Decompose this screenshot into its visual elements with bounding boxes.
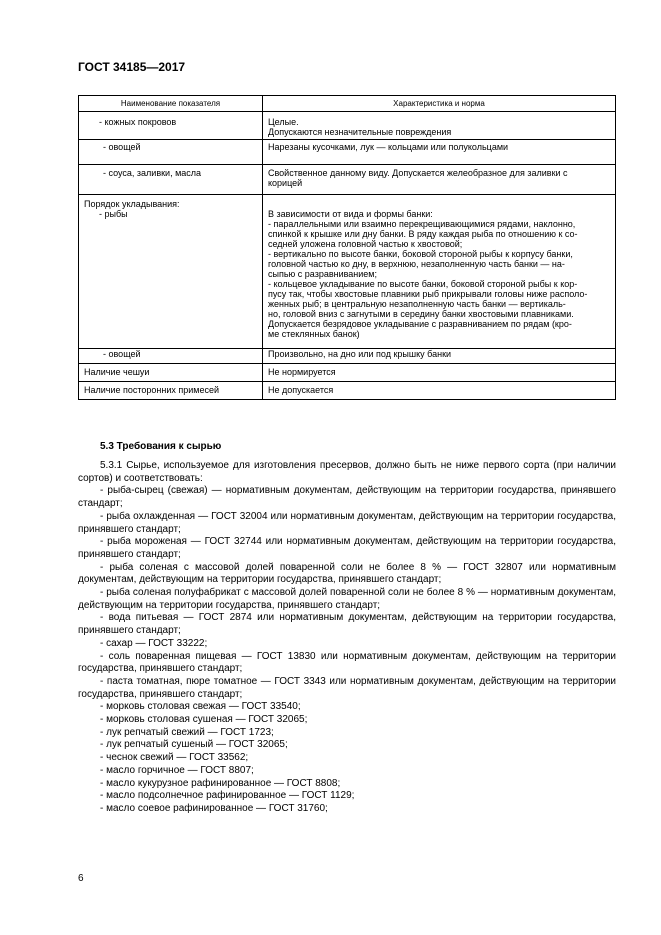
list-item: - соль поваренная пищевая — ГОСТ 13830 или нормативным документам, действующим на территории государства, принявшего стандарт;	[78, 650, 616, 675]
list-item: - рыба соленая с массовой долей поваренной соли не более 8 % — ГОСТ 32807 или нормативным документам, действующим на территории государства, принявшего стандарт;	[78, 561, 616, 586]
row-value: ме стеклянных банок)	[268, 329, 360, 339]
column-header-indicator: Наименование показателя	[79, 96, 263, 112]
table-row	[79, 140, 616, 165]
list-item: - чеснок свежий — ГОСТ 33562;	[100, 752, 249, 764]
paragraph-intro: 5.3.1 Сырье, используемое для изготовления пресервов, должно быть не ниже первого сорта (при наличии сортов) и соответствовать:	[78, 460, 616, 484]
list-item: - масло горчичное — ГОСТ 8807;	[100, 764, 254, 776]
list-item: - морковь столовая сушеная — ГОСТ 32065;	[100, 714, 308, 726]
row-value: пусу так, чтобы хвостовые плавники рыб прикрывали головы ниже располо-	[268, 289, 588, 299]
list-item: - морковь столовая свежая — ГОСТ 33540;	[100, 701, 301, 713]
row-value: головной частью ко дну, в верхнюю, незаполненную часть банки — на-	[268, 259, 565, 269]
row-value: Нарезаны кусочками, лук — кольцами или полукольцами	[268, 142, 509, 152]
row-value: седней уложена головной частью к хвостовой;	[268, 239, 463, 249]
row-value: спинкой к крышке или дну банки. В ряду каждая рыба по отношению к со-	[268, 229, 578, 239]
row-value: - вертикально по высоте банки, боковой стороной рыбы к корпусу банки,	[268, 249, 573, 259]
list-item: - лук репчатый сушеный — ГОСТ 32065;	[100, 739, 288, 751]
row-value: - параллельными или взаимно перекрещивающимися рядами, наклонно,	[268, 219, 576, 229]
row-value: Не нормируется	[268, 367, 336, 377]
row-value: сыпью с разравниванием;	[268, 269, 377, 279]
document-title: ГОСТ 34185—2017	[78, 60, 186, 74]
row-name: - кожных покровов	[99, 117, 177, 127]
list-item: - вода питьевая — ГОСТ 2874 или нормативным документам, действующим на территории государства, принявшего стандарт;	[78, 612, 616, 637]
table-row	[79, 112, 616, 140]
column-header-characteristic: Характеристика и норма	[263, 96, 616, 112]
row-value: Целые.	[268, 117, 299, 127]
row-value: корицей	[268, 178, 303, 188]
table-row	[79, 195, 616, 349]
row-name: - соуса, заливки, масла	[103, 168, 202, 178]
section-body	[78, 460, 616, 816]
page-number: 6	[78, 873, 84, 884]
table-row	[79, 364, 616, 382]
section-heading: 5.3 Требования к сырью	[100, 441, 222, 452]
row-name: Порядок укладывания:	[84, 199, 180, 209]
list-item: - масло подсолнечное рафинированное — ГОСТ 1129;	[100, 790, 355, 802]
list-item: - сахар — ГОСТ 33222;	[100, 637, 208, 649]
list-item: - рыба-сырец (свежая) — нормативным документам, действующим на территории государства, принявшего стандарт;	[78, 485, 616, 510]
list-item: - рыба мороженая — ГОСТ 32744 или нормативным документам, действующим на территории государства, принявшего стандарт;	[78, 536, 616, 560]
row-name: - рыбы	[99, 209, 128, 219]
row-value: Не допускается	[268, 385, 334, 395]
row-name: Наличие чешуи	[84, 367, 150, 377]
row-value: женных рыб; в центральную незаполненную часть банки — вертикаль-	[268, 299, 566, 309]
list-item: - лук репчатый свежий — ГОСТ 1723;	[100, 726, 274, 738]
table-row	[79, 349, 616, 364]
list-item: - масло соевое рафинированное — ГОСТ 31760;	[100, 802, 328, 814]
row-value: Допускаются незначительные повреждения	[268, 127, 452, 137]
row-value: но, головой вниз с загнутыми в середину банки хвостовыми плавниками.	[268, 309, 574, 319]
table-row	[79, 165, 616, 195]
row-value: В зависимости от вида и формы банки:	[268, 209, 433, 219]
row-value: Допускается безрядовое укладывание с разравниванием по рядам (кро-	[268, 319, 572, 329]
row-value: - кольцевое укладывание по высоте банки, боковой стороной рыбы к кор-	[268, 279, 578, 289]
row-name: - овощей	[103, 349, 141, 359]
list-item: - паста томатная, пюре томатное — ГОСТ 3343 или нормативным документам, действующим на территории государства, принявшего стандарт;	[78, 675, 616, 700]
table-row	[79, 382, 616, 400]
row-value: Произвольно, на дно или под крышку банки	[268, 349, 452, 359]
row-name: - овощей	[103, 142, 141, 152]
row-name: Наличие посторонних примесей	[84, 385, 220, 395]
specification-table	[78, 95, 616, 400]
list-item: - рыба охлажденная — ГОСТ 32004 или нормативным документам, действующим на территории государства, принявшего стандарт;	[78, 510, 616, 535]
list-item: - рыба соленая полуфабрикат с массовой долей поваренной соли не более 8 % — нормативным документам, действующим на территории государства, принявшего стандарт;	[78, 587, 616, 611]
list-item: - масло кукурузное рафинированное — ГОСТ 8808;	[100, 777, 341, 789]
row-value: Свойственное данному виду. Допускается желеобразное для заливки с	[268, 168, 568, 178]
table-header-row	[79, 96, 616, 112]
